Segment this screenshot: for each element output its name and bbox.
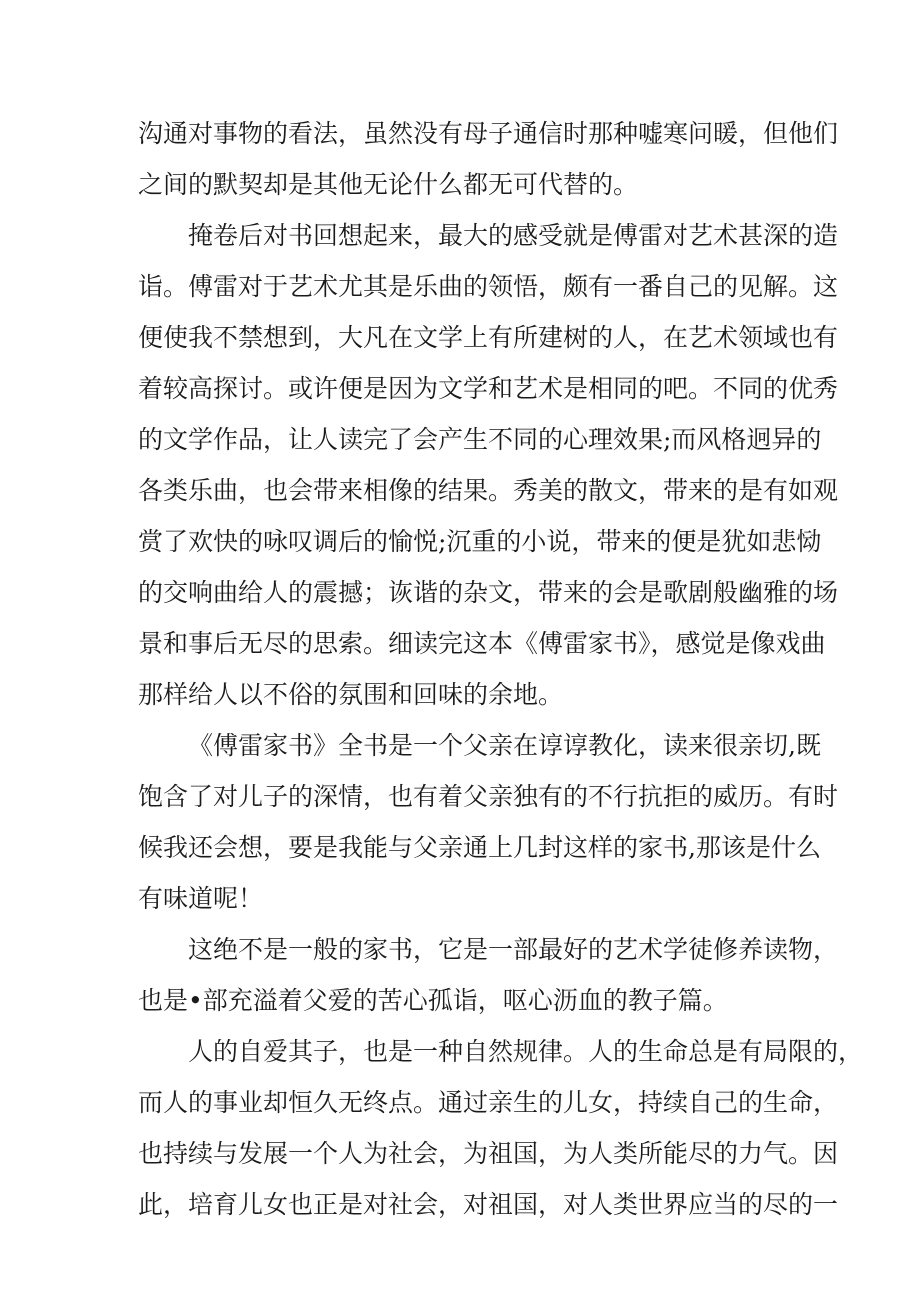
text-line: 之间的默契却是其他无论什么都无可代替的。 [138,170,639,199]
text-line: 沟通对事物的看法，虽然没有母子通信时那种嘘寒问暖，但他们 [138,119,839,148]
paragraph-4 [138,924,839,1026]
text-line: 景和事后无尽的思索。细读完这本《傅雷家书》，感觉是像戏曲 [138,629,826,658]
text-line: 有味道呢！ [138,884,264,913]
text-line: 的交响曲给人的震撼；诙谐的杂文，带来的会是歌剧般幽雅的场 [138,578,839,607]
paragraph-5 [138,1026,864,1230]
text-line: 着较高探讨。或许便是因为文学和艺术是相同的吧。不同的优秀 [138,374,839,403]
text-line: 便使我不禁想到，大凡在文学上有所建树的人，在艺术领域也有 [138,323,839,352]
paragraph-2 [138,210,839,720]
paragraph-3 [138,720,839,924]
body-text [138,108,864,1230]
text-line: 掩卷后对书回想起来，最大的感受就是傅雷对艺术甚深的造 [188,221,839,250]
text-line: 人的自爱其子，也是一种自然规律。人的生命总是有局限的， [188,1037,864,1066]
text-line: 诣。傅雷对于艺术尤其是乐曲的领悟，颇有一番自己的见解。这 [138,272,839,301]
text-line: 这绝不是一般的家书，它是一部最好的艺术学徒修养读物， [188,935,839,964]
text-line: 赏了欢快的咏叹调后的愉悦;沉重的小说，带来的便是犹如悲恸 [138,527,822,556]
text-line: 各类乐曲，也会带来相像的结果。秀美的散文，带来的是有如观 [138,476,839,505]
text-line: 《傅雷家书》全书是一个父亲在谆谆教化，读来很亲切,既 [188,731,821,760]
text-line: 候我还会想，要是我能与父亲通上几封这样的家书,那该是什么 [138,833,821,862]
text-line: 而人的事业却恒久无终点。通过亲生的儿女，持续自己的生命， [138,1088,839,1117]
text-line: 也持续与发展一个人为社会，为祖国，为人类所能尽的力气。因 [138,1139,839,1168]
paragraph-1 [138,108,839,210]
text-line: 那样给人以不俗的氛围和回味的余地。 [138,680,564,709]
text-line: 也是•部充溢着父爱的苦心孤诣，呕心沥血的教子篇。 [138,986,728,1015]
text-line: 饱含了对儿子的深情，也有着父亲独有的不行抗拒的威历。有时 [138,782,839,811]
text-line: 的文学作品，让人读完了会产生不同的心理效果;而风格迥异的 [138,425,822,454]
text-line: 此，培育儿女也正是对社会，对祖国，对人类世界应当的尽的一 [138,1190,839,1219]
